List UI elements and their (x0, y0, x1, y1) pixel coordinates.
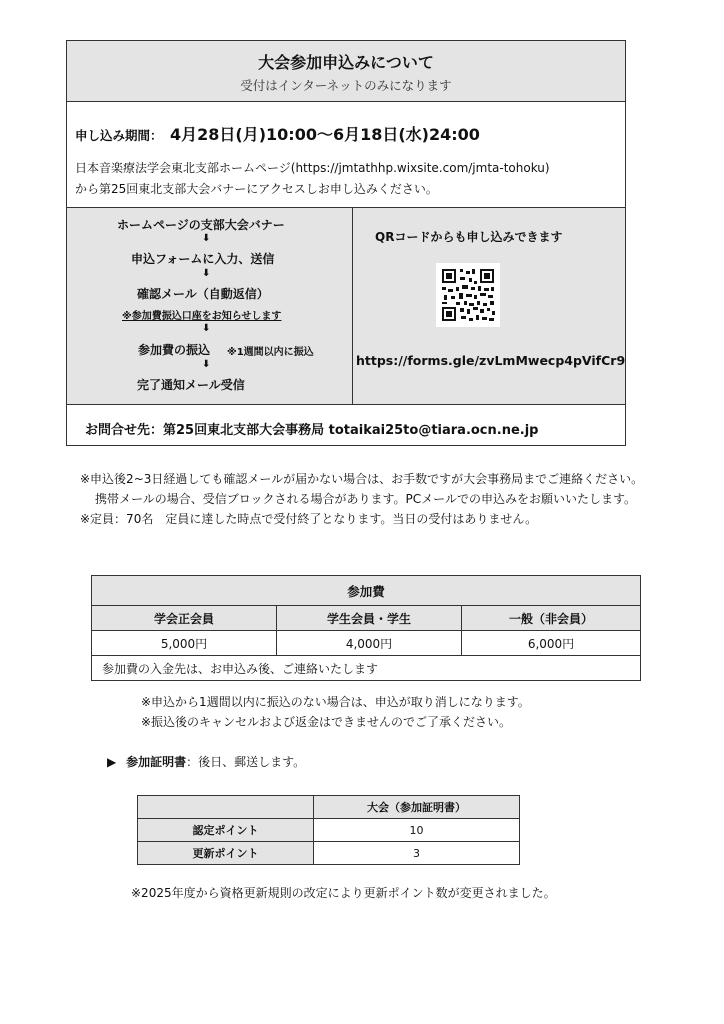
cert-row-label: 更新ポイント (138, 842, 314, 865)
fee-value-general: 6,000円 (462, 631, 641, 656)
footnote-points-change: ※2025年度から資格更新規則の改定により更新ポイント数が変更されました。 (131, 886, 556, 900)
step-banner: ホームページの支部大会バナー (117, 218, 285, 232)
application-steps (67, 208, 353, 405)
cert-row-value: 10 (314, 819, 520, 842)
period-dates: 4月28日(月)10:00〜6月18日(水)24:00 (170, 125, 480, 144)
qr-section (353, 208, 625, 405)
step-confirm-mail: 確認メール（自動返信） (137, 287, 269, 301)
homepage-instruction-line1: 日本音楽療法学会東北支部ホームページ(https://jmtathhp.wixsite.com/jmta-tohoku) (75, 161, 550, 175)
note-confirm-mail: ※申込後2~3日経過しても確認メールが届かない場合は、お手数ですが大会事務局までご連絡ください。 (80, 472, 644, 486)
arrow-down-icon: ⬇ (202, 233, 211, 244)
step-form: 申込フォームに入力、送信 (131, 252, 275, 266)
arrow-down-icon: ⬇ (202, 323, 211, 334)
fee-header-student: 学生会員・学生 (277, 606, 462, 631)
fee-table (91, 575, 641, 681)
certificate-label: 参加証明書 (126, 755, 187, 769)
page-title: 大会参加申込みについて (258, 53, 434, 72)
note-mobile-mail: 携帯メールの場合、受信ブロックされる場合があります。PCメールでの申込みをお願いいたします。 (95, 492, 636, 506)
step-complete-mail: 完了通知メール受信 (137, 378, 245, 392)
fee-table-title: 参加費 (92, 576, 641, 606)
fee-note-no-refund: ※振込後のキャンセルおよび返金はできませんのでご了承ください。 (141, 715, 512, 729)
contact-info: お問合せ先：第25回東北支部大会事務局 totaikai25to@tiara.ocn.ne.jp (85, 423, 539, 438)
certificate-line (107, 753, 305, 770)
certificate-text: ：後日、郵送します。 (186, 755, 306, 769)
info-header (67, 41, 625, 102)
homepage-instruction-line2: から第25回東北支部大会バナーにアクセスしお申し込みください。 (75, 182, 438, 196)
fee-header-member: 学会正会員 (92, 606, 277, 631)
step-confirm-note: ※参加費振込口座をお知らせします (122, 311, 282, 322)
page-subtitle: 受付はインターネットのみになります (240, 78, 452, 93)
cert-table-header: 大会（参加証明書） (314, 796, 520, 819)
step-payment-note: ※1週間以内に振込 (227, 347, 314, 358)
application-info-box (66, 40, 626, 446)
fee-note-cancel-unpaid: ※申込から1週間以内に振込のない場合は、申込が取り消しになります。 (141, 695, 530, 709)
triangle-right-icon: ▶ (107, 755, 117, 769)
arrow-down-icon: ⬇ (202, 359, 211, 370)
certificate-points-table (137, 795, 520, 865)
fee-value-student: 4,000円 (277, 631, 462, 656)
cert-row-label: 認定ポイント (138, 819, 314, 842)
step-payment: 参加費の振込 (138, 343, 211, 357)
fee-header-general: 一般（非会員） (462, 606, 641, 631)
fee-value-member: 5,000円 (92, 631, 277, 656)
application-period-section (67, 102, 625, 208)
qr-caption: QRコードからも申し込みできます (375, 230, 563, 244)
qr-code-image[interactable] (436, 263, 500, 327)
note-capacity: ※定員：70名 定員に達した時点で受付終了となります。当日の受付はありません。 (80, 512, 538, 526)
period-label: 申し込み期間： (75, 128, 163, 143)
arrow-down-icon: ⬇ (202, 268, 211, 279)
cert-table-corner (138, 796, 314, 819)
form-url-link[interactable]: https://forms.gle/zvLmMwecp4pVifCr9 (356, 353, 626, 368)
fee-table-footer: 参加費の入金先は、お申込み後、ご連絡いたします (92, 656, 641, 681)
cert-row-value: 3 (314, 842, 520, 865)
